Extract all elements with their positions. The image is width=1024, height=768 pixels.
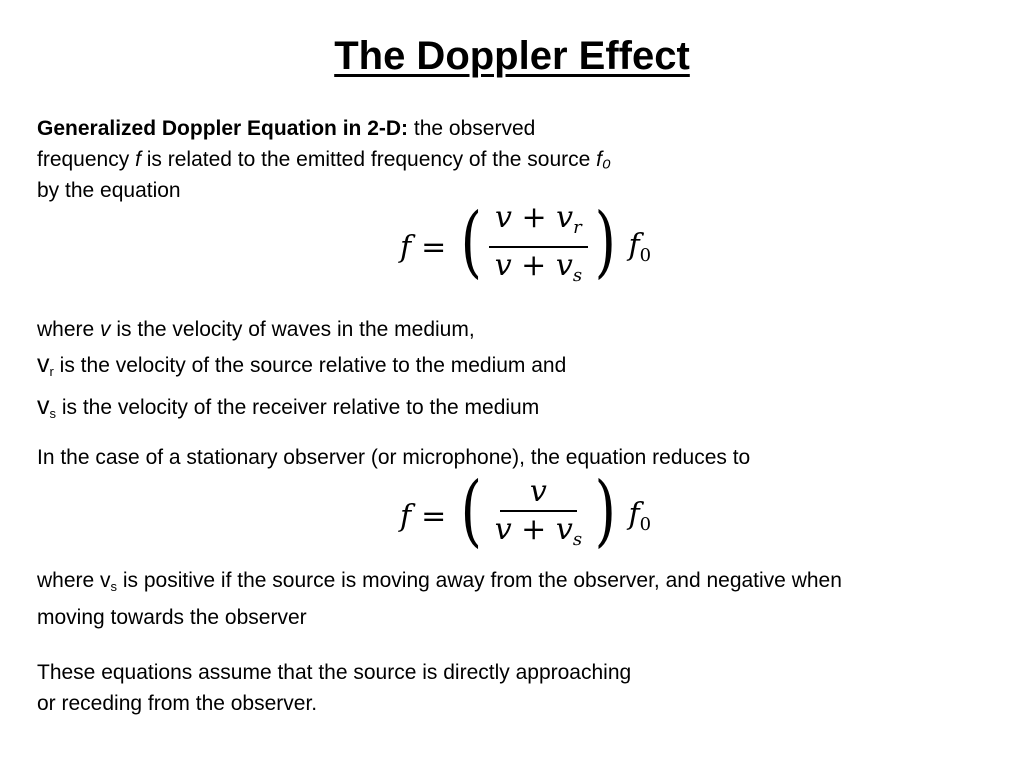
- eq1-right-paren: ): [594, 197, 616, 287]
- sign-note-line-1: where $v_s$ is positive if the source is moving away from the observer, and negative when: [37, 569, 842, 594]
- symbol-f0: f₀: [596, 148, 611, 171]
- eq2-fraction: [489, 474, 588, 558]
- intro-paragraph: [37, 113, 611, 206]
- assumption-line-1: These equations assume that the source is directly approaching: [37, 661, 632, 684]
- stationary-text: In the case of a stationary observer (or microphone), the equation reduces to: [37, 446, 751, 469]
- intro-text-2a: frequency: [37, 148, 136, 171]
- assumption-line-2: or receding from the observer.: [37, 692, 318, 715]
- definition-vs: $v_s$ is the velocity of the receiver relative to the medium: [37, 392, 540, 421]
- intro-text-2b: is related to the emitted frequency of the source: [140, 148, 597, 171]
- general-doppler-equation: [400, 197, 652, 294]
- intro-heading: Generalized Doppler Equation in 2-D:: [37, 117, 409, 140]
- sign-note: [37, 565, 842, 633]
- eq2-denominator: $v + v_s$: [494, 512, 583, 550]
- eq1-denominator: $v + v_s$: [494, 248, 583, 286]
- definition-vr: $v_r$ is the velocity of the source relative to the medium and: [37, 350, 567, 379]
- eq2-lhs: f: [400, 498, 412, 534]
- eq1-lhs: f: [400, 229, 412, 265]
- intro-text-1: the observed: [408, 117, 536, 140]
- eq2-equals: =: [421, 498, 447, 534]
- intro-line-1: [37, 113, 611, 144]
- eq1-equals: =: [421, 229, 447, 265]
- intro-line-3: by the equation: [37, 179, 181, 202]
- eq2-numerator: v: [500, 474, 577, 512]
- intro-line-2: [37, 144, 611, 175]
- eq1-numerator: $v + v_r$: [489, 200, 588, 248]
- symbol-f: f: [135, 148, 141, 171]
- eq2-left-paren: (: [460, 466, 483, 556]
- stationary-observer-equation: [400, 466, 652, 558]
- eq2-right-paren: ): [594, 466, 616, 556]
- eq1-left-paren: (: [460, 197, 483, 287]
- eq2-rhs: $f_0$: [628, 497, 652, 535]
- sign-note-line-2: moving towards the observer: [37, 606, 307, 629]
- eq1-fraction: [489, 200, 588, 294]
- page-title: The Doppler Effect: [334, 34, 690, 78]
- assumption: [37, 657, 631, 719]
- definition-v: where v is the velocity of waves in the medium,: [37, 318, 475, 341]
- definitions: [37, 313, 566, 431]
- eq1-rhs: $f_0$: [628, 228, 652, 266]
